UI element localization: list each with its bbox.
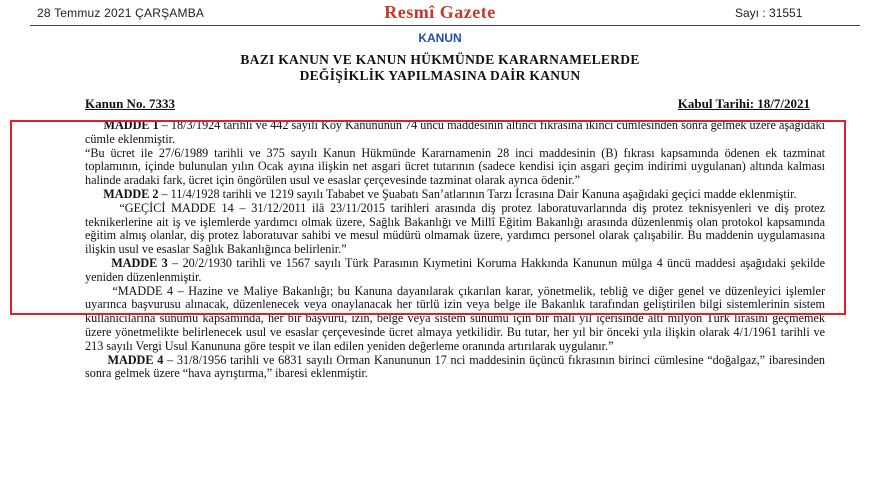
gazette-header — [0, 0, 880, 26]
acceptance-date: Kabul Tarihi: 18/7/2021 — [677, 96, 810, 111]
article-1 — [85, 119, 825, 147]
issue-number: Sayı : 31551 — [735, 6, 803, 20]
article-2 — [85, 188, 825, 202]
law-number: Kanun No. 7333 — [85, 96, 175, 111]
law-title-line-2: DEĞİŞİKLİK YAPILMASINA DAİR KANUN — [299, 68, 581, 83]
article-text: – 18/3/1924 tarihli ve 442 sayılı Köy Kanununun 74 üncü maddesinin altıncı fıkrasına ikinci cümlesinden sonra gelmek üzere aşağıdaki cümle eklenmiştir. — [85, 118, 826, 146]
article-2-quote: “GEÇİCİ MADDE 14 – 31/12/2011 ilâ 23/11/2015 tarihleri arasında diş protez laboratuvarlarında diş protez teknisyenleri ve diş protez teknikerlerine ait iş ve işlemlerde yardımcı olmak üzere, Sağlık Bakanlığı ve Millî Eğitim Bakanlığı arasında düzenlenmiş olan protokol kapsamında eğitim almış olanlar, diş protez laboratuvar sahibi ve mesul müdürü olmamak üzere, yardımcı personel olarak çalışabilir. Bu maddenin uygulamasına ilişkin usul ve esaslar Sağlık Bakanlığınca belirlenir.” — [85, 200, 825, 257]
article-4 — [85, 354, 825, 382]
article-3-quote: “MADDE 4 – Hazine ve Maliye Bakanlığı; bu Kanuna dayanılarak çıkarılan karar, yönetmelik, tebliğ ve diğer genel ve düzenleyici işlemler uyarınca başvurusu alınacak, düzenlenecek veya onaylanacak her türlü izin veya belge ile Bakanlık tarafından geliştirilen bilgi sistemlerinin sistem kullanıcılarına sunumu kapsamında, her bir başvuru, izin, belge veya sistem sunumu için bir mali yıl içerisinde altı milyon Türk lirasını geçmemek üzere yönetmelikte belirlenecek usul ve esaslar çerçevesinde ücret almaya yetkilidir. Bu tutar, her yıl bir önceki yıla ilişkin olarak 4/1/1961 tarihli ve 213 sayılı Vergi Usul Kanununa göre tespit ve ilan edilen yeniden değerleme oranında artırılarak uygulanır.” — [85, 283, 826, 353]
law-title-line-1: BAZI KANUN VE KANUN HÜKMÜNDE KARARNAMELERDE — [240, 52, 640, 67]
article-3 — [85, 257, 825, 285]
law-meta — [85, 96, 810, 112]
issue-date: 28 Temmuz 2021 ÇARŞAMBA — [37, 6, 205, 20]
section-label: KANUN — [418, 31, 462, 45]
article-heading: MADDE 2 — [103, 186, 159, 201]
article-heading: MADDE 1 — [103, 118, 159, 132]
article-heading: MADDE 3 — [111, 255, 168, 270]
law-title — [0, 52, 880, 84]
article-text: – 20/2/1930 tarihli ve 1567 sayılı Türk Parasının Kıymetini Koruma Hakkında Kanunun mülga 4 üncü maddesi aşağıdaki şekilde yeniden düzenlenmiştir. — [85, 255, 825, 284]
article-text: – 11/4/1928 tarihli ve 1219 sayılı Tababet ve Şuabatı San’atlarının Tarzı İcrasına Dair Kanuna aşağıdaki geçici madde eklenmiştir. — [158, 186, 797, 201]
law-body — [85, 119, 825, 381]
header-divider — [30, 25, 860, 26]
gazette-name: Resmî Gazete — [384, 2, 496, 22]
article-heading: MADDE 4 — [107, 352, 164, 367]
article-1-quote: “Bu ücret ile 27/6/1989 tarihli ve 375 sayılı Kanun Hükmünde Kararnamenin 28 inci maddesinin (B) fıkrası kapsamında ödenen ek tazminat toplamının, içinde bulunulan yılın Ocak ayına ilişkin net asgari ücret tutarının (sadece kendisi için asgari geçim indirimi uygulanan) altında kalması halinde aradaki fark, ücret için öngörülen usul ve esaslar çerçevesinde tazminat olarak ayrıca ödenir.” — [85, 145, 825, 188]
article-text: – 31/8/1956 tarihli ve 6831 sayılı Orman Kanununun 17 nci maddesinin üçüncü fıkrasının birinci cümlesine “doğalgaz,” ibaresinden sonra gelmek üzere “hava ayrıştırma,” ibaresi eklenmiştir. — [85, 352, 825, 381]
